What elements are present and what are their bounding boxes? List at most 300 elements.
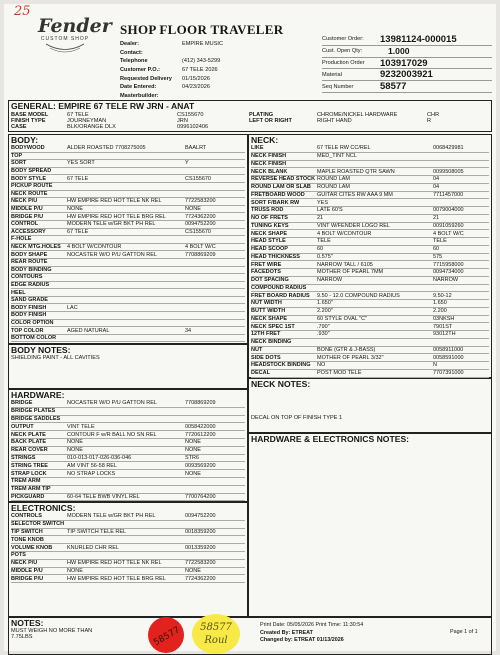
spec-code: NARROW (433, 277, 459, 284)
spec-row (11, 297, 245, 305)
header-right-row (322, 34, 492, 46)
general-left (11, 112, 247, 131)
spec-code: 7711457000 (433, 191, 464, 198)
spec-value: MAPLE ROASTED QTR SAWN (317, 168, 395, 175)
spec-label: LIKE (251, 145, 264, 152)
spec-value: ROUND LAM (317, 184, 351, 191)
spec-value: 67 TELE RW CC/REL (317, 145, 371, 152)
spec-value: MODERN TELE w/GR BKT PH REL (67, 221, 156, 228)
spec-row (251, 347, 489, 355)
spec-row (251, 339, 489, 347)
spec-code: 0068429981 (433, 145, 464, 152)
spec-value: 4 BOLT W/CONTOUR (317, 230, 372, 237)
spec-value: LAC (67, 304, 78, 311)
spec-value: NARROW TALL / 6105 (317, 261, 373, 268)
general-row (11, 124, 247, 130)
spec-code: 0079004000 (433, 207, 464, 214)
spec-label: DECAL (251, 370, 270, 377)
spec-value: 0.575" (317, 253, 333, 260)
spec-value: 67 TELE (67, 228, 89, 235)
header-right-row (322, 69, 492, 81)
spec-label: FRETBOARD WOOD (251, 191, 305, 198)
spec-value: .930" (317, 331, 330, 338)
spec-row (11, 486, 245, 494)
spec-label: TRUSS ROD (251, 207, 284, 214)
spec-value: NONE (67, 567, 83, 574)
spec-code: 0013359200 (185, 544, 216, 551)
header-left-row (120, 83, 330, 92)
header-left-value: EMPIRE MUSIC (182, 41, 224, 48)
spec-label: VOLUME KNOB (11, 544, 53, 551)
header-left-key: Date Entered: (120, 84, 157, 91)
general-cell: LEFT OR RIGHT (249, 118, 292, 125)
header-left-key: Customer P.O.: (120, 67, 160, 74)
spec-label: NECK FINISH (251, 160, 287, 167)
spec-code: 575 (433, 253, 443, 260)
general-row (249, 124, 489, 130)
spec-row (251, 261, 489, 269)
spec-value: VINT TELE (67, 423, 95, 430)
spec-row (11, 168, 245, 176)
created-by: Created By: ETREAT (260, 629, 313, 636)
spec-code: 7724362200 (185, 213, 216, 220)
general-cell: PLATING (249, 112, 274, 119)
spec-row (11, 175, 245, 183)
spec-label: HEAD STYLE (251, 238, 286, 245)
header-left-key: Dealer: (120, 41, 139, 48)
general-cell: RIGHT HAND (317, 118, 352, 125)
spec-row (251, 316, 489, 324)
hardware-section (8, 389, 248, 502)
header-right-row (322, 81, 492, 93)
spec-value: NOCASTER W/O P/U GATTON REL (67, 400, 157, 407)
notes-line-1: MUST WEIGH NO MORE THAN (11, 628, 93, 634)
spec-label: CONTROL (11, 221, 39, 228)
spec-code: N (433, 362, 437, 369)
fender-logo (38, 15, 112, 56)
spec-row (11, 289, 245, 297)
spec-label: BRIDGE SADDLES (11, 415, 61, 422)
spec-value: 21 (317, 215, 324, 222)
spec-row (11, 529, 245, 537)
spec-code: 2.200 (433, 308, 447, 315)
hw-electronics-notes-section (248, 433, 492, 617)
spec-code: CS155670 (185, 175, 211, 182)
header-left-key: Requested Delivery (120, 75, 172, 82)
spec-row (11, 259, 245, 267)
spec-row (11, 462, 245, 470)
spec-label: NUT (251, 346, 263, 353)
spec-code: Y (185, 160, 189, 167)
spec-code: 0094734000 (433, 269, 464, 276)
spec-value: YES (317, 199, 329, 206)
spec-value: CONTOUR F w/R BALL NO SN REL (67, 431, 157, 438)
spec-label: COLOR OPTION (11, 319, 54, 326)
header-left-row (120, 92, 330, 101)
body-notes-section (8, 344, 248, 389)
general-cell: CHROME/NICKEL HARDWARE (317, 112, 398, 119)
spec-code: 7724362200 (185, 575, 216, 582)
spec-row (11, 229, 245, 237)
spec-row (11, 568, 245, 576)
spec-label: HEEL (11, 289, 26, 296)
spec-code: 0058422000 (185, 423, 216, 430)
spec-label: EDGE RADIUS (11, 281, 50, 288)
spec-code: 7720612200 (185, 431, 216, 438)
spec-value: POST MOD TELE (317, 370, 362, 377)
spec-row (11, 552, 245, 560)
spec-label: MIDDLE P/U (11, 206, 43, 213)
spec-row (11, 494, 245, 502)
spec-row (11, 431, 245, 439)
header-right-key: Material (322, 71, 342, 78)
traveler-sheet (4, 4, 496, 651)
spec-label: OUTPUT (11, 423, 34, 430)
spec-row (11, 416, 245, 424)
spec-value: MODERN TELE w/GR BKT PH REL (67, 513, 156, 520)
spec-label: SORT (11, 160, 27, 167)
spec-label: MIDDLE P/U (11, 567, 43, 574)
print-date: Print Date: 05/05/2026 Print Time: 11:30:54 (260, 622, 364, 628)
spec-code: 0058911000 (433, 346, 464, 353)
spec-label: BRIDGE PLATES (11, 408, 56, 415)
spec-label: STRAP LOCK (11, 470, 47, 477)
spec-code: 0058591000 (433, 354, 464, 361)
spec-value: HW EMPIRE RED HOT TELE NK REL (67, 560, 162, 567)
spec-row (251, 300, 489, 308)
spec-code: 4 BOLT W/C (433, 230, 464, 237)
spec-row (11, 439, 245, 447)
spec-value: .790" (317, 323, 330, 330)
spec-value: 67 TELE (67, 175, 89, 182)
spec-value: TELE (317, 238, 331, 245)
header-left-value: 01/15/2026 (182, 75, 210, 82)
spec-label: PICKUP ROUTE (11, 183, 53, 190)
spec-row (11, 560, 245, 568)
spec-row (11, 251, 245, 259)
spec-value: MOTHER OF PEARL 3/32" (317, 354, 384, 361)
spec-label: BUTT WIDTH (251, 308, 286, 315)
spec-label: NECK PLATE (11, 431, 46, 438)
spec-value: HW EMPIRE RED HOT TELE BRG REL (67, 575, 166, 582)
general-cell: CS155670 (177, 112, 204, 119)
general-cell: 0996102406 (177, 124, 209, 131)
spec-code: TELE (433, 238, 447, 245)
spec-code: 0094752200 (185, 221, 216, 228)
header-left-row (120, 66, 330, 75)
spec-code: NONE (185, 447, 201, 454)
spec-code: BAALRT (185, 145, 207, 152)
body-section (8, 134, 248, 344)
stickers (144, 590, 254, 655)
spec-row (251, 277, 489, 285)
spec-label: REAR COVER (11, 447, 48, 454)
spec-row (251, 370, 489, 378)
spec-label: SORT F/BARK RW (251, 199, 300, 206)
spec-label: HEAD SCOOP (251, 246, 288, 253)
spec-value: GUITAR CITES RW AAA 9 MM (317, 191, 393, 198)
spec-label: TREM ARM (11, 478, 41, 485)
header-right-value: 9232003921 (380, 69, 433, 81)
header-left-value: 67 TELE 2026 (182, 67, 218, 74)
header-left-row (120, 74, 330, 83)
general-right (249, 112, 489, 131)
spec-row (11, 304, 245, 312)
spec-row (11, 236, 245, 244)
spec-label: BODYWOOD (11, 145, 45, 152)
spec-code: 7708869209 (185, 251, 216, 258)
spec-row (251, 308, 489, 316)
body-rows (11, 145, 245, 342)
spec-label: TUNING KEYS (251, 222, 289, 229)
spec-value: 60 (317, 246, 324, 253)
general-section (8, 100, 492, 132)
spec-value: ALDER ROASTED 7708275005 (67, 145, 146, 152)
spec-label: NECK SHAPE (251, 230, 288, 237)
header-left (120, 40, 330, 100)
header-right-value: 103917029 (380, 57, 428, 69)
spec-label: ROUND LAM OR SLAB (251, 184, 311, 191)
spec-code: 7700764200 (185, 493, 216, 500)
spec-row (11, 206, 245, 214)
header-left-key: Telephone (120, 58, 148, 65)
spec-label: TIP SWITCH (11, 528, 43, 535)
spec-label: TONE KNOB (11, 536, 44, 543)
spec-row (11, 478, 245, 486)
spec-row (251, 161, 489, 169)
spec-row (11, 408, 245, 416)
spec-row (11, 282, 245, 290)
spec-code: 93012TH (433, 331, 456, 338)
spec-code: 7901ST (433, 323, 453, 330)
spec-value: ROUND LAM (317, 176, 351, 183)
spec-row (251, 176, 489, 184)
changed-by: Changed by: ETREAT 01/13/2026 (260, 637, 344, 644)
hardware-rows (11, 400, 245, 501)
spec-value: MOTHER OF PEARL 7MM (317, 269, 384, 276)
yellow-sticker-text-1: 58577 (200, 622, 232, 633)
spec-value: 60-64 TELE BWB VINYL REL (67, 493, 140, 500)
spec-row (11, 183, 245, 191)
spec-label: BRIDGE P/U (11, 213, 44, 220)
body-notes-title: BODY NOTES: (11, 345, 71, 355)
spec-code: 04 (433, 184, 440, 191)
spec-value: TIP SWITCH TELE REL (67, 528, 127, 535)
spec-label: 12TH FRET (251, 331, 281, 338)
notes-line-2: 7.75LBS (11, 634, 33, 640)
spec-row (11, 400, 245, 408)
logo-banner-icon (38, 42, 92, 56)
spec-code: CS155670 (185, 228, 211, 235)
spec-label: TOP (11, 152, 23, 159)
spec-label: ACCESSORY (11, 228, 46, 235)
spec-label: NECK SPEC 1ST (251, 323, 295, 330)
spec-value: NO (317, 362, 326, 369)
spec-row (11, 191, 245, 199)
spec-code: STR6 (185, 454, 200, 461)
spec-value: 9.50 - 12.0 COMPOUND RADIUS (317, 292, 400, 299)
neck-notes-title: NECK NOTES: (251, 379, 311, 389)
spec-label: HEAD THICKNESS (251, 253, 300, 260)
spec-row (251, 207, 489, 215)
spec-row (11, 145, 245, 153)
spec-row (251, 192, 489, 200)
spec-label: NECK MTG.HOLES (11, 244, 61, 251)
spec-code: 34 (185, 327, 192, 334)
spec-row (11, 544, 245, 552)
header-right-key: Customer Order: (322, 36, 364, 43)
hw-electronics-notes-title: HARDWARE & ELECTRONICS NOTES: (251, 434, 410, 444)
spec-label: NECK P/U (11, 198, 38, 205)
general-cell: BASE MODEL (11, 112, 49, 119)
spec-label: REAR ROUTE (11, 259, 48, 266)
spec-label: BODY SHAPE (11, 251, 48, 258)
neck-rows (251, 145, 489, 378)
spec-code: 9.50-12 (433, 292, 452, 299)
notes-title: NOTES: (11, 618, 44, 628)
spec-value: AM VINT 56-58 REL (67, 462, 118, 469)
spec-row (11, 327, 245, 335)
spec-label: NECK BINDING (251, 339, 292, 346)
spec-label: CONTROLS (11, 513, 42, 520)
spec-label: TREM ARM TIP (11, 486, 51, 493)
spec-value: NOCASTER W/O P/U GATTON REL (67, 251, 157, 258)
logo-word: Fender (38, 15, 112, 37)
spec-row (11, 312, 245, 320)
spec-row (11, 423, 245, 431)
spec-label: BODY STYLE (11, 175, 47, 182)
header-right-key: Seq Number (322, 83, 354, 90)
general-cell: R (427, 118, 432, 125)
spec-row (251, 184, 489, 192)
spec-value: VINT W/FENDER LOGO REL (317, 222, 390, 229)
spec-row (251, 331, 489, 339)
spec-label: STRING TREE (11, 462, 48, 469)
header-left-value: (412) 343-5299 (182, 58, 221, 65)
spec-row (251, 215, 489, 223)
spec-row (11, 335, 245, 343)
spec-code: NONE (185, 439, 201, 446)
spec-code: 7715958000 (433, 261, 464, 268)
spec-value: BONE (GTR & J-BASS) (317, 346, 376, 353)
neck-notes-text: DECAL ON TOP OF FINISH TYPE 1 (251, 415, 343, 421)
spec-label: FRET BOARD RADIUS (251, 292, 310, 299)
header-right-row (322, 46, 492, 58)
red-sticker-text: 58577 (152, 625, 182, 649)
spec-code: 04 (433, 176, 440, 183)
spec-row (11, 198, 245, 206)
spec-code: 1.650 (433, 300, 447, 307)
spec-value: 4 BOLT W/CONTOUR (67, 244, 122, 251)
spec-code: 7707391000 (433, 370, 464, 377)
spec-value: MED_TINT NCL (317, 153, 357, 160)
spec-label: POTS (11, 552, 26, 559)
logo-subtitle: CUSTOM SHOP (40, 36, 90, 42)
yellow-sticker (192, 614, 240, 654)
spec-label: NECK FINISH (251, 153, 287, 160)
spec-value: NONE (67, 447, 83, 454)
spec-row (251, 362, 489, 370)
spec-value: HW EMPIRE RED HOT TELE NK REL (67, 198, 162, 205)
spec-row (251, 285, 489, 293)
spec-label: PICKGUARD (11, 493, 45, 500)
spec-value: 1.650" (317, 300, 333, 307)
spec-value: 60 STYLE OVAL "C" (317, 315, 368, 322)
spec-row (11, 213, 245, 221)
spec-label: SAND GRADE (11, 297, 48, 304)
spec-code: 7722583200 (185, 198, 216, 205)
page-number: Page 1 of 1 (450, 629, 478, 635)
spec-code: NONE (185, 206, 201, 213)
yellow-sticker-text-2: Roul (204, 635, 228, 646)
header-right-value: 13981124-000015 (380, 33, 457, 45)
spec-value: KNURLED CHR REL (67, 544, 119, 551)
spec-value: 2.200" (317, 308, 333, 315)
spec-label: BODY BINDING (11, 266, 52, 273)
spec-label: TOP COLOR (11, 327, 44, 334)
spec-value: HW EMPIRE RED HOT TELE BRG REL (67, 213, 166, 220)
spec-value: YES SORT (67, 160, 95, 167)
spec-label: NECK P/U (11, 560, 38, 567)
general-title: GENERAL: EMPIRE 67 TELE RW JRN - ANAT (11, 101, 195, 111)
spec-value: NONE (67, 206, 83, 213)
general-cell: CHR (427, 112, 440, 119)
spec-label: BRIDGE P/U (11, 575, 44, 582)
spec-row (251, 354, 489, 362)
spec-label: BODY FINISH (11, 304, 47, 311)
spec-label: HEADSTOCK BINDING (251, 362, 311, 369)
spec-label: SIDE DOTS (251, 354, 281, 361)
spec-row (11, 244, 245, 252)
spec-row (11, 267, 245, 275)
spec-code: 21 (433, 215, 440, 222)
header-left-key: Masterbuilder: (120, 92, 159, 99)
spec-row (251, 223, 489, 231)
spec-code: 0091059260 (433, 222, 464, 229)
header-right-row (322, 58, 492, 70)
spec-row (11, 575, 245, 583)
spec-value: NO STRAP LOCKS (67, 470, 116, 477)
spec-label: BODY SPREAD (11, 168, 52, 175)
spec-row (11, 153, 245, 161)
spec-label: BODY FINISH (11, 312, 47, 319)
spec-row (11, 536, 245, 544)
spec-label: SELECTOR SWITCH (11, 521, 65, 528)
spec-label: NUT WIDTH (251, 300, 282, 307)
header-left-row (120, 40, 330, 49)
spec-row (11, 320, 245, 328)
spec-row (251, 238, 489, 246)
spec-row (251, 145, 489, 153)
general-cell: JOURNEYMAN (67, 118, 107, 125)
general-cell: JRN (177, 118, 188, 125)
spec-value: NARROW (317, 277, 343, 284)
general-cell: CASE (11, 124, 27, 131)
spec-row (251, 199, 489, 207)
spec-label: F-HOLE (11, 236, 32, 243)
neck-section (248, 134, 492, 378)
spec-label: FACEDOTS (251, 269, 281, 276)
spec-code: NONE (185, 470, 201, 477)
spec-row (251, 323, 489, 331)
electronics-title: ELECTRONICS: (11, 503, 76, 513)
spec-row (11, 221, 245, 229)
spec-code: 0093569200 (185, 462, 216, 469)
spec-label: BOTTOM COLOR (11, 335, 57, 342)
spec-row (251, 292, 489, 300)
spec-label: NECK BLANK (251, 168, 288, 175)
spec-row (11, 160, 245, 168)
